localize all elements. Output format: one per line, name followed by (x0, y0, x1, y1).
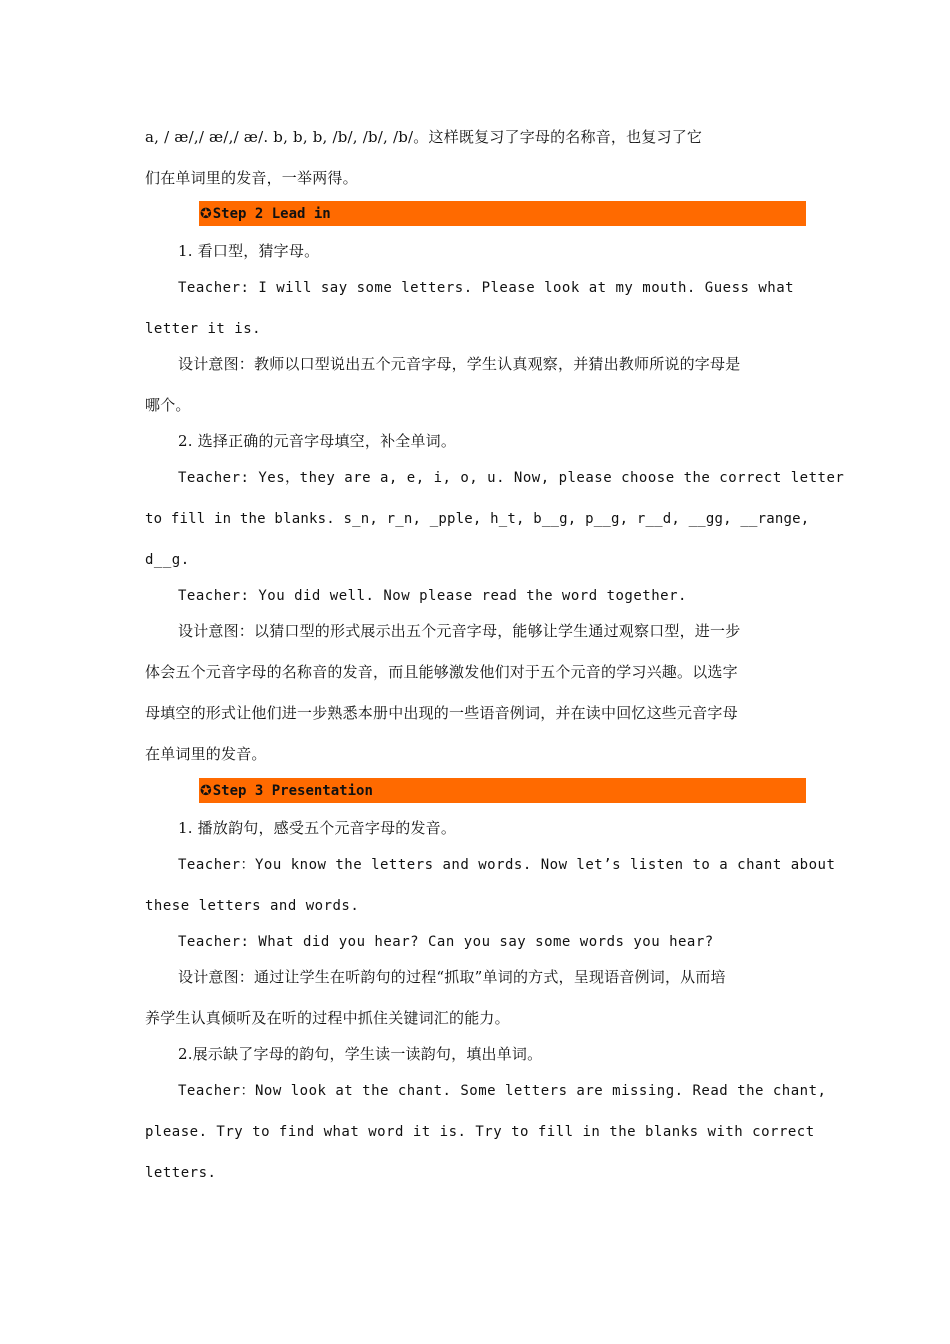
teacher-line: Teacher: What did you hear? Can you say some words you hear? (178, 934, 714, 950)
teacher-line: letters. (145, 1165, 217, 1181)
paragraph-line: 们在单词里的发音，一举两得。 (145, 169, 358, 187)
step-2-label: Step 2 Lead in (212, 205, 331, 222)
circled-star-icon: ✪ (200, 782, 212, 799)
circled-star-icon: ✪ (200, 205, 212, 222)
design-intent: 母填空的形式让他们进一步熟悉本册中出现的一些语音例词，并在读中回忆这些元音字母 (145, 704, 738, 722)
teacher-line: Teacher: Yes，they are a, e, i, o, u. Now, please choose the correct letter (178, 470, 845, 486)
step-2-heading (199, 201, 806, 226)
teacher-line: these letters and words. (145, 898, 360, 914)
list-item: 1. 看口型，猜字母。 (178, 242, 320, 260)
teacher-line: letter it is. (145, 321, 262, 337)
design-intent: 在单词里的发音。 (145, 745, 267, 763)
teacher-line: Teacher: I will say some letters. Please look at my mouth. Guess what (178, 280, 795, 296)
teacher-line: d__g. (145, 552, 190, 568)
paragraph-line: a, / æ/,/ æ/,/ æ/. b, b, b, /b/, /b/, /b/。这样既复习了字母的名称音，也复习了它 (145, 128, 703, 146)
design-intent: 设计意图：通过让学生在听韵句的过程“抓取”单词的方式，呈现语音例词，从而培 (178, 968, 726, 986)
design-intent: 设计意图：以猜口型的形式展示出五个元音字母，能够让学生通过观察口型，进一步 (178, 622, 741, 640)
teacher-line: to fill in the blanks. s_n, r_n, _pple, h_t, b__g, p__g, r__d, __gg, __range, (145, 511, 810, 527)
teacher-line: Teacher：You know the letters and words. Now let’s listen to a chant about (178, 857, 836, 873)
design-intent: 设计意图：教师以口型说出五个元音字母，学生认真观察，并猜出教师所说的字母是 (178, 355, 741, 373)
step-3-label: Step 3 Presentation (212, 782, 373, 799)
design-intent: 哪个。 (145, 396, 191, 414)
teacher-line: please. Try to find what word it is. Try to fill in the blanks with correct (145, 1124, 815, 1140)
list-item: 1. 播放韵句，感受五个元音字母的发音。 (178, 819, 457, 837)
teacher-line: Teacher: You did well. Now please read the word together. (178, 588, 687, 604)
teacher-line: Teacher：Now look at the chant. Some letters are missing. Read the chant, (178, 1083, 827, 1099)
step-3-heading (199, 778, 806, 803)
design-intent: 养学生认真倾听及在听的过程中抓住关键词汇的能力。 (145, 1009, 510, 1027)
list-item: 2.展示缺了字母的韵句，学生读一读韵句，填出单词。 (178, 1045, 543, 1063)
design-intent: 体会五个元音字母的名称音的发音，而且能够激发他们对于五个元音的学习兴趣。以选字 (145, 663, 738, 681)
list-item: 2. 选择正确的元音字母填空，补全单词。 (178, 432, 457, 450)
